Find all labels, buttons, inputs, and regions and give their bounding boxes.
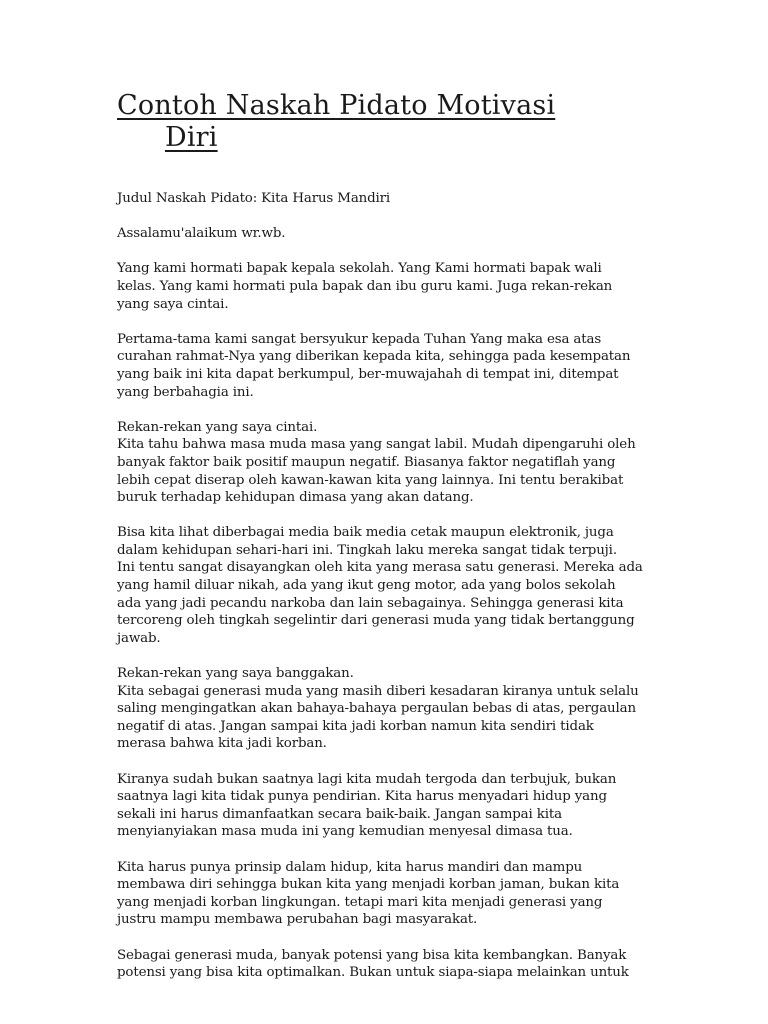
text-line: membawa diri sehingga bukan kita yang menjadi korban jaman, bukan kita [117,877,620,893]
text-line: Judul Naskah Pidato: Kita Harus Mandiri [117,191,391,206]
text-line: justru mampu membawa perubahan bagi masyarakat. [117,912,478,928]
text-line: Kita harus punya prinsip dalam hidup, kita harus mandiri dan mampu [117,859,583,875]
paragraph [117,859,662,929]
paragraph [117,419,662,507]
text-line: potensi yang bisa kita optimalkan. Bukan untuk siapa-siapa melainkan untuk [117,965,629,981]
text-line: yang baik ini kita dapat berkumpul, ber-muwajahah di tempat ini, ditempat [117,366,619,382]
paragraph [117,225,662,243]
text-line: saatnya lagi kita tidak punya pendirian. Kita harus menyadari hidup yang [117,789,607,805]
paragraph [117,260,662,313]
text-line: tercoreng oleh tingkah segelintir dari generasi muda yang tidak bertanggung [117,613,635,629]
text-line: Rekan-rekan yang saya cintai. [117,419,318,435]
title-line-1: Contoh Naskah Pidato Motivasi [117,90,556,121]
paragraph [117,771,662,841]
text-line: banyak faktor baik positif maupun negatif. Biasanya faktor negatiflah yang [117,454,616,470]
paragraph [117,665,662,753]
text-line: yang hamil diluar nikah, ada yang ikut geng motor, ada yang bolos sekolah [117,578,616,594]
text-line: Pertama-tama kami sangat bersyukur kepada Tuhan Yang maka esa atas [117,331,602,347]
text-line: yang menjadi korban lingkungan. tetapi mari kita menjadi generasi yang [117,894,603,910]
document-body [117,190,662,999]
text-line: Kita tahu bahwa masa muda masa yang sangat labil. Mudah dipengaruhi oleh [117,437,636,453]
text-line: menyianyiakan masa muda ini yang kemudian menyesal dimasa tua. [117,824,573,840]
text-line: yang berbahagia ini. [117,384,254,400]
text-line: Kita sebagai generasi muda yang masih diberi kesadaran kiranya untuk selalu [117,683,639,699]
paragraph [117,947,662,982]
text-line: Bisa kita lihat diberbagai media baik media cetak maupun elektronik, juga [117,525,614,541]
text-line: Kiranya sudah bukan saatnya lagi kita mudah tergoda dan terbujuk, bukan [117,771,617,787]
text-line: Sebagai generasi muda, banyak potensi yang bisa kita kembangkan. Banyak [117,947,627,963]
text-line: lebih cepat diserap oleh kawan-kawan kita yang lainnya. Ini tentu berakibat [117,472,624,488]
text-line: yang saya cintai. [117,296,229,312]
document-title [117,90,717,154]
text-line: saling mengingatkan akan bahaya-bahaya pergaulan bebas di atas, pergaulan [117,701,636,717]
title-line-2: Diri [165,122,218,153]
text-line: negatif di atas. Jangan sampai kita jadi korban namun kita sendiri tidak [117,718,594,734]
text-line: Rekan-rekan yang saya banggakan. [117,666,354,682]
text-line: curahan rahmat-Nya yang diberikan kepada kita, sehingga pada kesempatan [117,349,631,365]
text-line: jawab. [117,630,161,646]
text-line: ada yang jadi pecandu narkoba dan lain sebagainya. Sehingga generasi kita [117,595,624,611]
text-line: merasa bahwa kita jadi korban. [117,736,327,752]
text-line: sekali ini harus dimanfaatkan secara baik-baik. Jangan sampai kita [117,806,562,822]
text-line: Assalamu'alaikum wr.wb. [117,226,286,242]
text-line: buruk terhadap kehidupan dimasa yang akan datang. [117,490,474,506]
paragraph [117,524,662,647]
paragraph [117,331,662,401]
text-line: dalam kehidupan sehari-hari ini. Tingkah laku mereka sangat tidak terpuji. [117,542,617,558]
text-line: Yang kami hormati bapak kepala sekolah. Yang Kami hormati bapak wali [117,261,602,277]
text-line: kelas. Yang kami hormati pula bapak dan ibu guru kami. Juga rekan-rekan [117,278,613,294]
paragraph [117,190,662,208]
text-line: Ini tentu sangat disayangkan oleh kita yang merasa satu generasi. Mereka ada [117,560,643,576]
